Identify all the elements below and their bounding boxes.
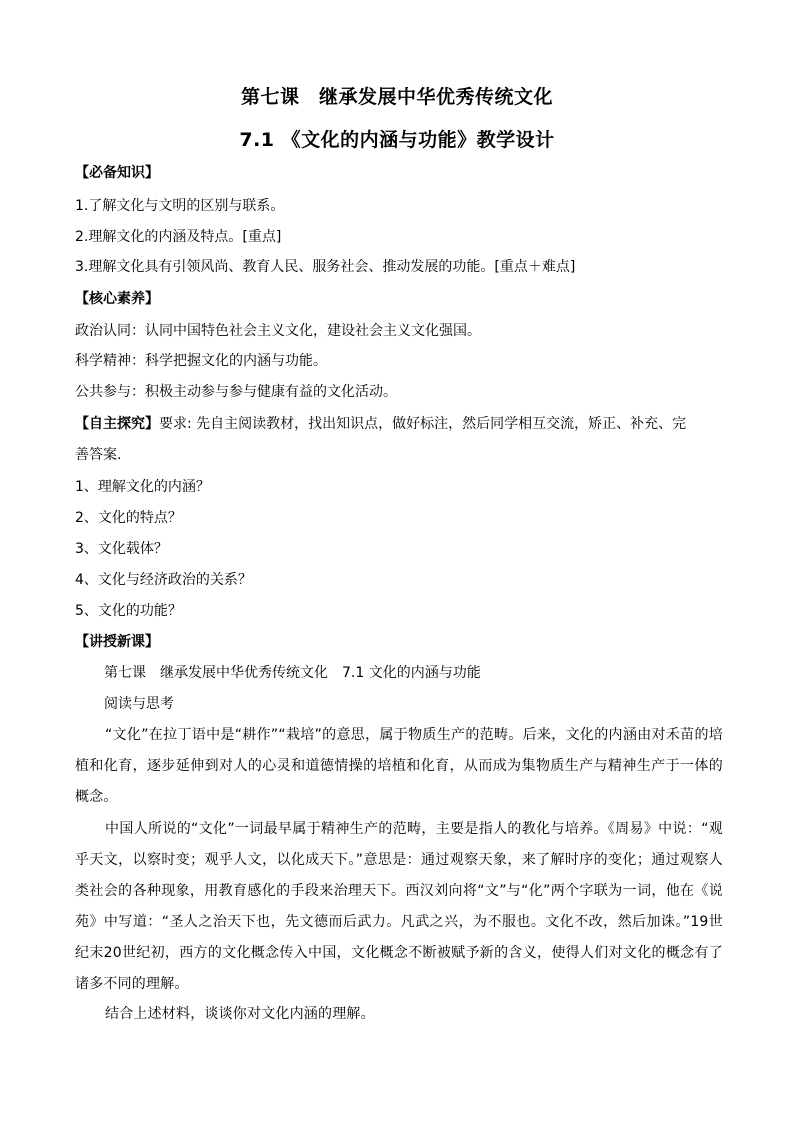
list-item: 公共参与：积极主动参与参与健康有益的文化活动。: [75, 384, 397, 400]
paragraph: 结合上述材料，谈谈你对文化内涵的理解。: [105, 1006, 375, 1022]
section-heading-hexin: 【核心素养】: [75, 291, 159, 307]
lesson-line: 第七课 继承发展中华优秀传统文化 7.1 文化的内涵与功能: [104, 665, 481, 681]
question-item: 3、文化载体？: [75, 541, 168, 557]
zizhu-intro: [75, 414, 725, 434]
question-item: 4、文化与经济政治的关系？: [75, 572, 252, 588]
page-title: 第七课 继承发展中华优秀传统文化: [240, 86, 553, 108]
section-heading-jiangshou: 【讲授新课】: [75, 634, 159, 650]
reading-label: 阅读与思考: [104, 696, 174, 712]
list-item: 科学精神：科学把握文化的内涵与功能。: [75, 353, 327, 369]
paragraph: “文化”在拉丁语中是“耕作”“栽培”的意思，属于物质生产的范畴。后来，文化的内涵由对禾苗的培植和化育，逐步延伸到对人的心灵和道德情操的培植和化育，从而成为集物质生产与精神生产于一体的概念。: [75, 727, 723, 805]
section-heading-zizhu: 【自主探究】: [75, 416, 159, 432]
page-subtitle: 7.1 《文化的内涵与功能》教学设计: [239, 129, 555, 151]
zizhu-intro-continued: 善答案.: [75, 447, 122, 463]
paragraph: 中国人所说的“文化”一词最早属于精神生产的范畴，主要是指人的教化与培养。《周易》中说：“观乎天文，以察时变；观乎人文，以化成天下。”意思是：通过观察天象，来了解时序的变化；通过观察人类社会的各种现象，用教育感化的手段来治理天下。西汉刘向将“文”与“化”两个字联为一词，他在《说苑》中写道：“圣人之治天下也，先文德而后武力。凡武之兴，为不服也。文化不改，然后加诛。”19世纪末20世纪初，西方的文化概念传入中国，文化概念不断被赋予新的含义，使得人们对文化的概念有了诸多不同的理解。: [75, 821, 723, 992]
list-item: 3.理解文化具有引领风尚、教育人民、服务社会、推动发展的功能。[重点＋难点]: [75, 259, 576, 275]
section-heading-bibei: 【必备知识】: [75, 165, 159, 181]
question-item: 5、文化的功能？: [75, 603, 182, 619]
zizhu-intro-text: 要求: 先自主阅读教材，找出知识点，做好标注，然后同学相互交流，矫正、补充、完: [159, 416, 687, 432]
list-item: 政治认同：认同中国特色社会主义文化，建设社会主义文化强国。: [75, 323, 481, 339]
question-item: 2、文化的特点？: [75, 510, 182, 526]
list-item: 2.理解文化的内涵及特点。[重点]: [75, 229, 282, 245]
list-item: 1.了解文化与文明的区别与联系。: [75, 198, 285, 214]
question-item: 1、理解文化的内涵？: [75, 479, 210, 495]
